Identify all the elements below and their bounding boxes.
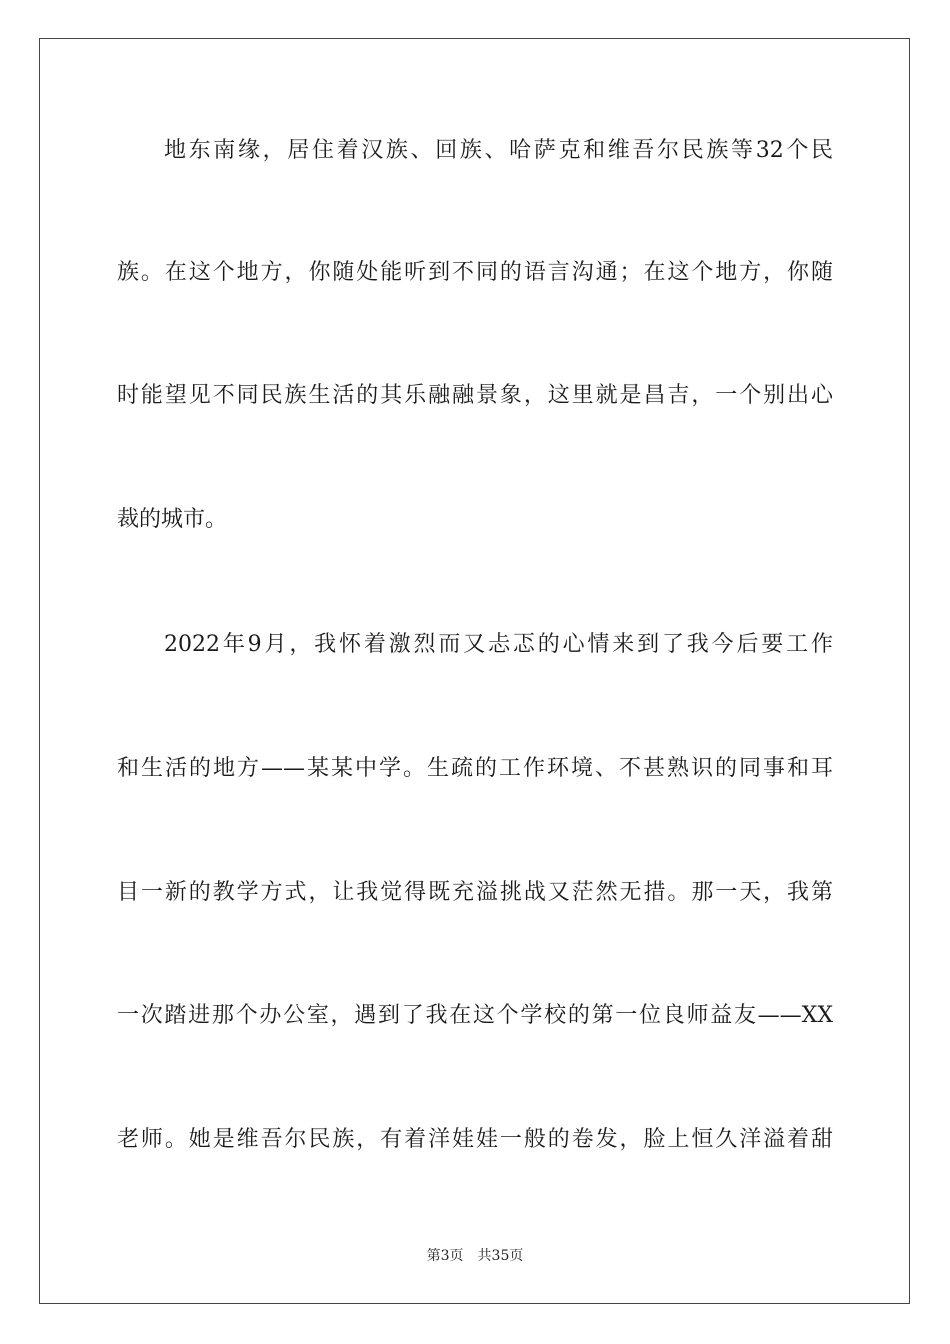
page-number: 第3页 — [426, 1248, 464, 1264]
page-footer — [0, 1246, 950, 1266]
paragraph-line-3: 时能望见不同民族生活的其乐融融景象，这里就是昌吉，一个别出心 — [117, 383, 833, 408]
paragraph-line-1: 地东南缘，居住着汉族、回族、哈萨克和维吾尔民族等32个民 — [164, 138, 833, 163]
paragraph-line-9: 老师。她是维吾尔民族，有着洋娃娃一般的卷发，脸上恒久洋溢着甜 — [117, 1127, 833, 1152]
page-border — [39, 38, 910, 1304]
paragraph-line-7: 目一新的教学方式，让我觉得既充溢挑战又茫然无措。那一天，我第 — [117, 880, 833, 905]
paragraph-line-4: 裁的城市。 — [117, 507, 228, 532]
paragraph-line-5: 2022年9月，我怀着激烈而又忐忑的心情来到了我今后要工作 — [164, 632, 833, 657]
paragraph-line-8: 一次踏进那个办公室，遇到了我在这个学校的第一位良师益友——XX — [117, 1003, 833, 1028]
page-total: 共35页 — [477, 1248, 524, 1264]
paragraph-line-6: 和生活的地方——某某中学。生疏的工作环境、不甚熟识的同事和耳 — [117, 756, 833, 781]
paragraph-line-2: 族。在这个地方，你随处能听到不同的语言沟通；在这个地方，你随 — [117, 260, 833, 285]
